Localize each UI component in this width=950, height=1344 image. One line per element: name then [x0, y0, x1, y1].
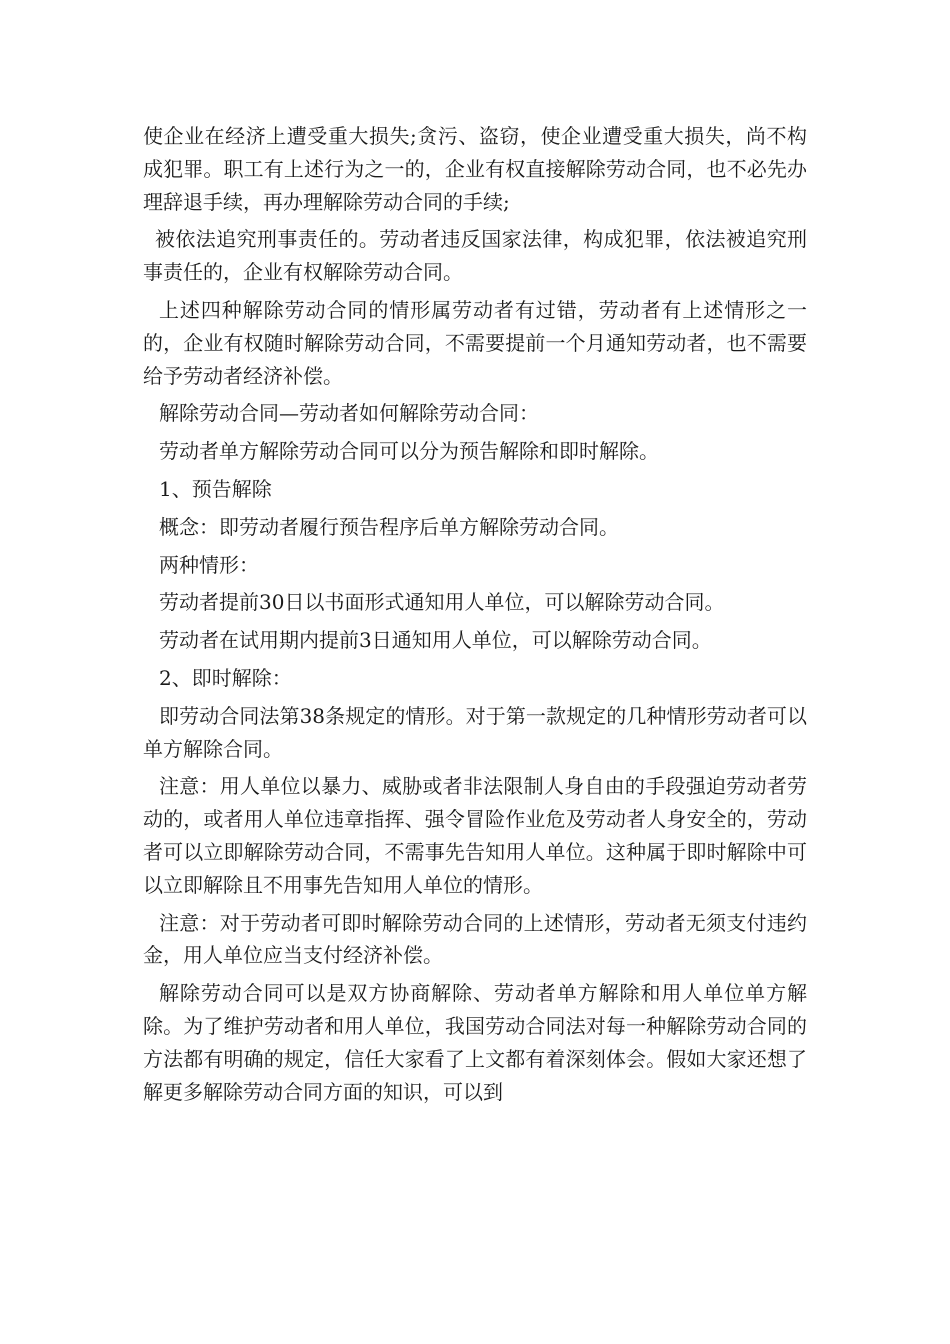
- paragraph-conclusion: 解除劳动合同可以是双方协商解除、劳动者单方解除和用人单位单方解除。为了维护劳动者和用人单位，我国劳动合同法对每一种解除劳动合同的方法都有明确的规定，信任大家看了上文都有着深刻体会。假如大家还想了解更多解除劳动合同方面的知识，可以到: [143, 981, 807, 1104]
- paragraph-case-30-days: 劳动者提前30日以书面形式通知用人单位，可以解除劳动合同。: [159, 590, 725, 615]
- paragraph-note-2: 注意：对于劳动者可即时解除劳动合同的上述情形，劳动者无须支付违约金，用人单位应当支付经济补偿。: [143, 910, 807, 968]
- paragraph-case-3-days: 劳动者在试用期内提前3日通知用人单位，可以解除劳动合同。: [159, 628, 712, 653]
- paragraph-concept: 概念：即劳动者履行预告程序后单方解除劳动合同。: [159, 514, 619, 539]
- paragraph-article-38: 即劳动合同法第38条规定的情形。对于第一款规定的几种情形劳动者可以单方解除合同。: [143, 703, 807, 761]
- paragraph-note-1: 注意：用人单位以暴力、威胁或者非法限制人身自由的手段强迫劳动者劳动的，或者用人单位违章指挥、强令冒险作业危及劳动者人身安全的，劳动者可以立即解除劳动合同，不需事先告知用人单位。这种属于即时解除中可以立即解除且不用事先告知用人单位的情形。: [143, 774, 807, 897]
- paragraph-3: 上述四种解除劳动合同的情形属劳动者有过错，劳动者有上述情形之一的，企业有权随时解除劳动合同，不需要提前一个月通知劳动者，也不需要给予劳动者经济补偿。: [143, 297, 807, 388]
- paragraph-two-cases: 两种情形：: [159, 552, 259, 577]
- heading-advance-notice: 1、预告解除: [159, 476, 272, 501]
- paragraph-4: 解除劳动合同—劳动者如何解除劳动合同：: [159, 401, 539, 426]
- paragraph-1: 使企业在经济上遭受重大损失;贪污、盗窃，使企业遭受重大损失，尚不构成犯罪。职工有上述行为之一的，企业有权直接解除劳动合同，也不必先办理辞退手续，再办理解除劳动合同的手续;: [143, 124, 807, 214]
- document-body: [143, 120, 807, 1108]
- paragraph-2: 被依法追究刑事责任的。劳动者违反国家法律，构成犯罪，依法被追究刑事责任的，企业有权解除劳动合同。: [143, 227, 807, 285]
- heading-immediate-termination: 2、即时解除：: [159, 665, 292, 690]
- paragraph-5: 劳动者单方解除劳动合同可以分为预告解除和即时解除。: [159, 439, 659, 464]
